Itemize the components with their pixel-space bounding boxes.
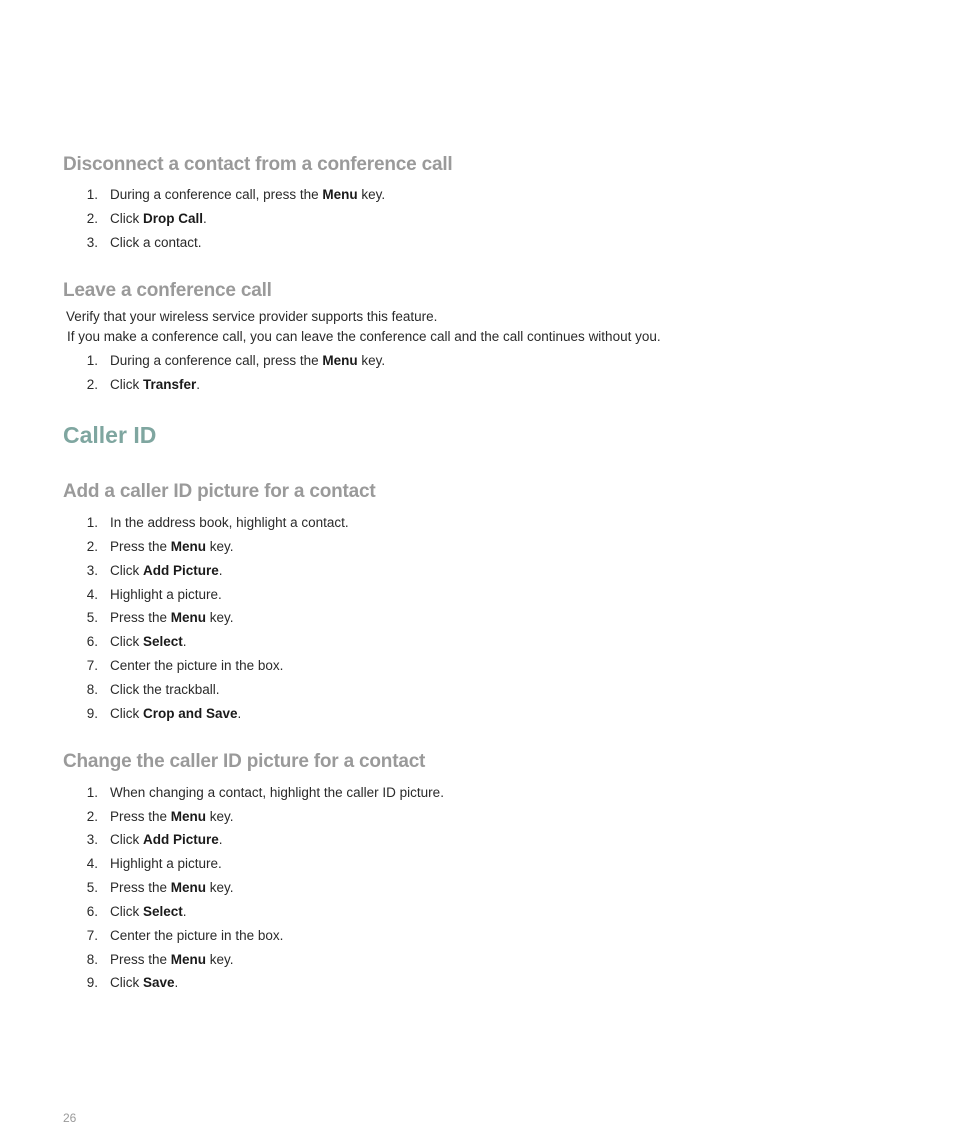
paragraph: If you make a conference call, you can leave the conference call and the call continues without you. — [67, 329, 661, 344]
step-text: Click the trackball. — [110, 682, 220, 697]
section-heading-disconnect: Disconnect a contact from a conference call — [63, 154, 453, 175]
step-number: 2. — [86, 377, 98, 392]
step-text: Click Crop and Save. — [110, 706, 242, 721]
chapter-title: Caller ID — [63, 422, 157, 448]
step-text: Click Add Picture. — [110, 832, 223, 847]
step-number: 1. — [86, 785, 98, 800]
step-number: 5. — [86, 610, 98, 625]
step-number: 7. — [86, 658, 98, 673]
step-text: Click a contact. — [110, 235, 202, 250]
step-number: 1. — [86, 515, 98, 530]
step-number: 5. — [86, 880, 98, 895]
step-text: In the address book, highlight a contact. — [110, 515, 349, 530]
step-number: 3. — [86, 235, 98, 250]
step-number: 2. — [86, 211, 98, 226]
step-text: When changing a contact, highlight the caller ID picture. — [110, 785, 444, 800]
step-number: 3. — [86, 563, 98, 578]
step-text: Click Transfer. — [110, 377, 201, 392]
step-number: 3. — [86, 832, 98, 847]
page-number: 26 — [63, 1111, 77, 1125]
step-text: Click Save. — [110, 975, 179, 990]
section-heading-leave: Leave a conference call — [63, 280, 272, 301]
section-heading-add-picture: Add a caller ID picture for a contact — [63, 481, 376, 502]
step-number: 1. — [86, 353, 98, 368]
step-number: 1. — [86, 187, 98, 202]
step-text: During a conference call, press the Menu key. — [110, 353, 386, 368]
step-text: During a conference call, press the Menu key. — [110, 187, 386, 202]
step-number: 6. — [86, 634, 98, 649]
step-text: Center the picture in the box. — [110, 658, 284, 673]
paragraph: Verify that your wireless service provider supports this feature. — [66, 309, 438, 324]
step-number: 7. — [86, 928, 98, 943]
step-number: 8. — [86, 682, 98, 697]
step-number: 2. — [86, 539, 98, 554]
step-number: 4. — [86, 587, 98, 602]
step-text: Press the Menu key. — [110, 610, 234, 625]
step-text: Press the Menu key. — [110, 880, 234, 895]
step-number: 8. — [86, 952, 98, 967]
step-number: 9. — [86, 975, 98, 990]
step-text: Press the Menu key. — [110, 539, 234, 554]
step-text: Highlight a picture. — [110, 587, 222, 602]
step-text: Press the Menu key. — [110, 809, 234, 824]
step-text: Press the Menu key. — [110, 952, 234, 967]
step-text: Highlight a picture. — [110, 856, 222, 871]
step-number: 2. — [86, 809, 98, 824]
step-number: 4. — [86, 856, 98, 871]
step-text: Click Drop Call. — [110, 211, 207, 226]
section-heading-change-picture: Change the caller ID picture for a contact — [63, 751, 426, 772]
step-text: Click Add Picture. — [110, 563, 223, 578]
step-number: 6. — [86, 904, 98, 919]
step-text: Center the picture in the box. — [110, 928, 284, 943]
step-text: Click Select. — [110, 904, 187, 919]
step-text: Click Select. — [110, 634, 187, 649]
step-number: 9. — [86, 706, 98, 721]
